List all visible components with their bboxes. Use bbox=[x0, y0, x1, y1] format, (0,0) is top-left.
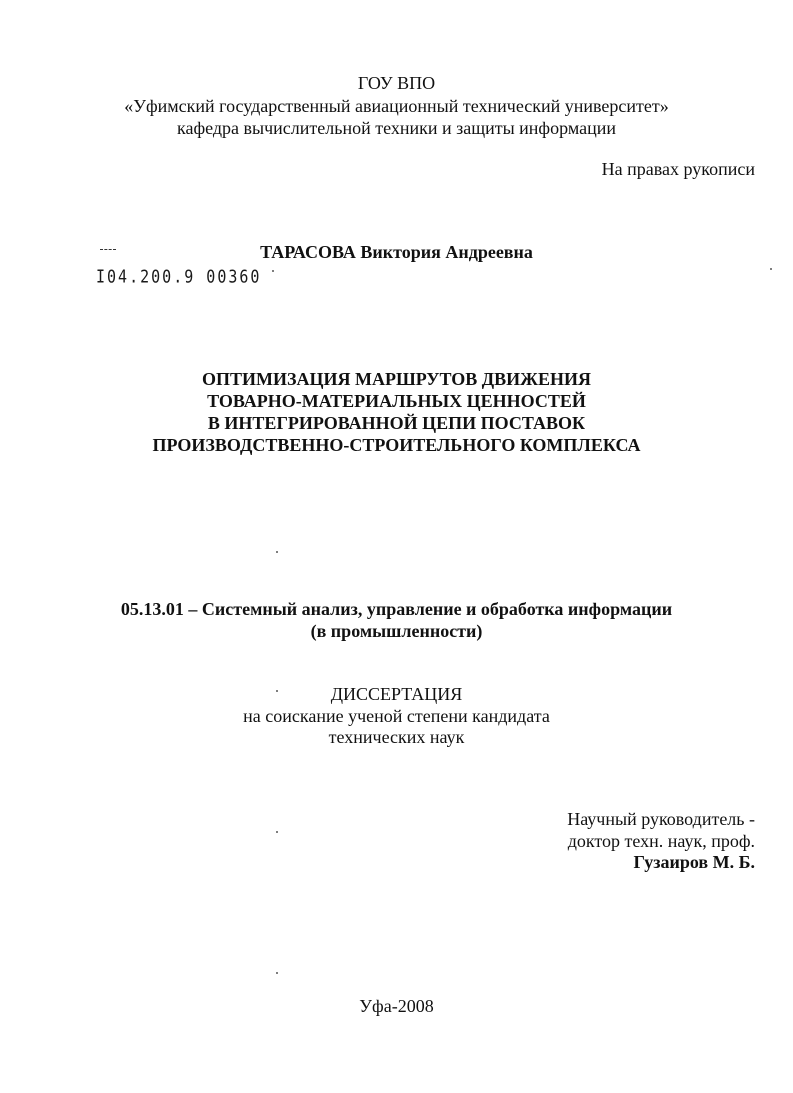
scan-speck bbox=[276, 690, 278, 692]
scan-speck bbox=[276, 972, 278, 974]
department-name: кафедра вычислительной техники и защиты информации bbox=[177, 118, 616, 138]
title-line: ТОВАРНО-МАТЕРИАЛЬНЫХ ЦЕННОСТЕЙ bbox=[207, 391, 586, 411]
manuscript-note: На правах рукописи bbox=[601, 159, 755, 179]
specialty-note: (в промышленности) bbox=[310, 621, 483, 641]
library-stamp-number: I04.200.9 00360 bbox=[96, 266, 262, 288]
title-line: ОПТИМИЗАЦИЯ МАРШРУТОВ ДВИЖЕНИЯ bbox=[202, 369, 591, 389]
scan-speck bbox=[276, 551, 278, 553]
supervisor-role: Научный руководитель - bbox=[567, 809, 755, 829]
place-year: Уфа-2008 bbox=[359, 996, 434, 1016]
degree-line: на соискание ученой степени кандидата bbox=[243, 706, 550, 726]
field-line: технических наук bbox=[328, 727, 465, 747]
stamp-mark bbox=[100, 249, 116, 254]
university-name: «Уфимский государственный авиационный технический университет» bbox=[124, 96, 669, 116]
supervisor-degree: доктор техн. наук, проф. bbox=[567, 831, 755, 851]
title-line: В ИНТЕГРИРОВАННОЙ ЦЕПИ ПОСТАВОК bbox=[207, 413, 586, 433]
org-heading: ГОУ ВПО bbox=[357, 73, 436, 93]
scan-speck bbox=[276, 831, 278, 833]
title-line: ПРОИЗВОДСТВЕННО-СТРОИТЕЛЬНОГО КОМПЛЕКСА bbox=[152, 435, 641, 455]
author-name: ТАРАСОВА Виктория Андреевна bbox=[260, 242, 533, 262]
scan-speck bbox=[770, 268, 772, 270]
specialty-code: 05.13.01 – Системный анализ, управление и обработка информации bbox=[120, 599, 673, 619]
supervisor-name: Гузаиров М. Б. bbox=[633, 852, 755, 872]
dissertation-label: ДИССЕРТАЦИЯ bbox=[330, 684, 463, 704]
scan-speck bbox=[272, 270, 274, 272]
thesis-title bbox=[0, 368, 793, 456]
